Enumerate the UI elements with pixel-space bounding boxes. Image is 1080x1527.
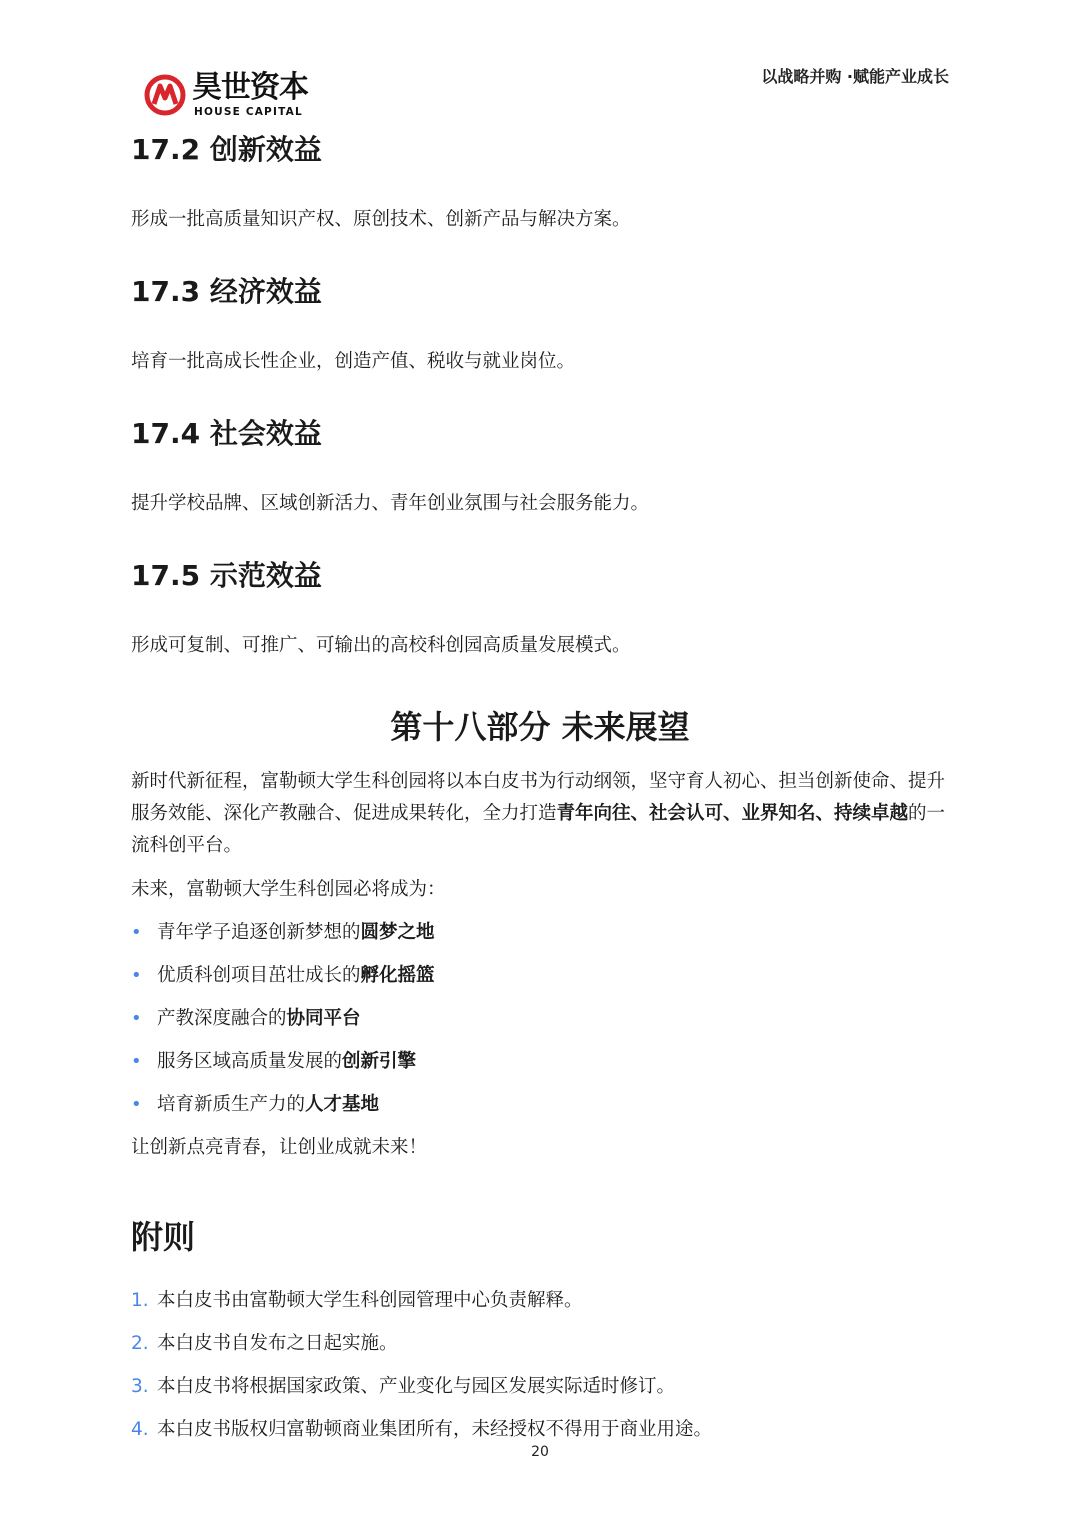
bullet-icon: • (131, 922, 142, 943)
page-content (131, 132, 949, 1451)
section-title-17-4: 17.4 社会效益 (131, 417, 322, 450)
intro-bold: 青年向往、社会认可、业界知名、持续卓越 (556, 803, 909, 824)
part-18-title: 第十八部分 未来展望 (390, 708, 690, 746)
section-title-17-5: 17.5 示范效益 (131, 559, 322, 592)
list-item: • 产教深度融合的协同平台 (131, 997, 949, 1040)
logo-text-en: HOUSE CAPITAL (194, 106, 303, 118)
header-tagline: 以战略并购 ·赋能产业成长 (761, 67, 949, 86)
closing-line: 让创新点亮青春，让创业成就未来！ (131, 1137, 428, 1158)
bullet-icon: • (131, 965, 142, 986)
list-number: 2. (131, 1333, 149, 1354)
intro-text-b: 的一流科创平台。 (131, 803, 946, 856)
list-item: • 服务区域高质量发展的创新引擎 (131, 1040, 949, 1083)
list-item: 4. 本白皮书版权归富勒顿商业集团所有，未经授权不得用于商业用途。 (131, 1408, 949, 1451)
list-item: 1. 本白皮书由富勒顿大学生科创园管理中心负责解释。 (131, 1279, 949, 1322)
list-item: • 培育新质生产力的人才基地 (131, 1083, 949, 1126)
page-number: 20 (531, 1444, 549, 1460)
section-text-17-3: 培育一批高成长性企业，创造产值、税收与就业岗位。 (131, 351, 576, 372)
list-number: 4. (131, 1419, 149, 1440)
section-text-17-2: 形成一批高质量知识产权、原创技术、创新产品与解决方案。 (131, 209, 631, 230)
house-capital-logo-icon (144, 74, 186, 116)
list-item: • 青年学子追逐创新梦想的圆梦之地 (131, 911, 949, 954)
appendix-list (131, 1279, 949, 1451)
logo-text-cn: 昊世资本 (192, 70, 308, 105)
list-item: 2. 本白皮书自发布之日起实施。 (131, 1322, 949, 1365)
section-title-17-2: 17.2 创新效益 (131, 133, 322, 166)
bullet-icon: • (131, 1094, 142, 1115)
future-bullet-list (131, 911, 949, 1126)
list-item: • 优质科创项目茁壮成长的孵化摇篮 (131, 954, 949, 997)
section-text-17-5: 形成可复制、可推广、可输出的高校科创园高质量发展模式。 (131, 635, 631, 656)
intro-text-a: 新时代新征程，富勒顿大学生科创园将以本白皮书为行动纲领，坚守育人初心、担当创新使命、提升服务效能、深化产教融合、促进成果转化，全力打造 (131, 771, 946, 824)
list-number: 3. (131, 1376, 149, 1397)
part-18-intro (131, 766, 949, 862)
future-lead: 未来，富勒顿大学生科创园必将成为： (131, 879, 446, 900)
section-text-17-4: 提升学校品牌、区域创新活力、青年创业氛围与社会服务能力。 (131, 493, 650, 514)
list-item: 3. 本白皮书将根据国家政策、产业变化与园区发展实际适时修订。 (131, 1365, 949, 1408)
logo (144, 70, 314, 120)
section-title-17-3: 17.3 经济效益 (131, 275, 322, 308)
bullet-icon: • (131, 1008, 142, 1029)
list-number: 1. (131, 1290, 149, 1311)
bullet-icon: • (131, 1051, 142, 1072)
appendix-title: 附则 (131, 1218, 196, 1256)
